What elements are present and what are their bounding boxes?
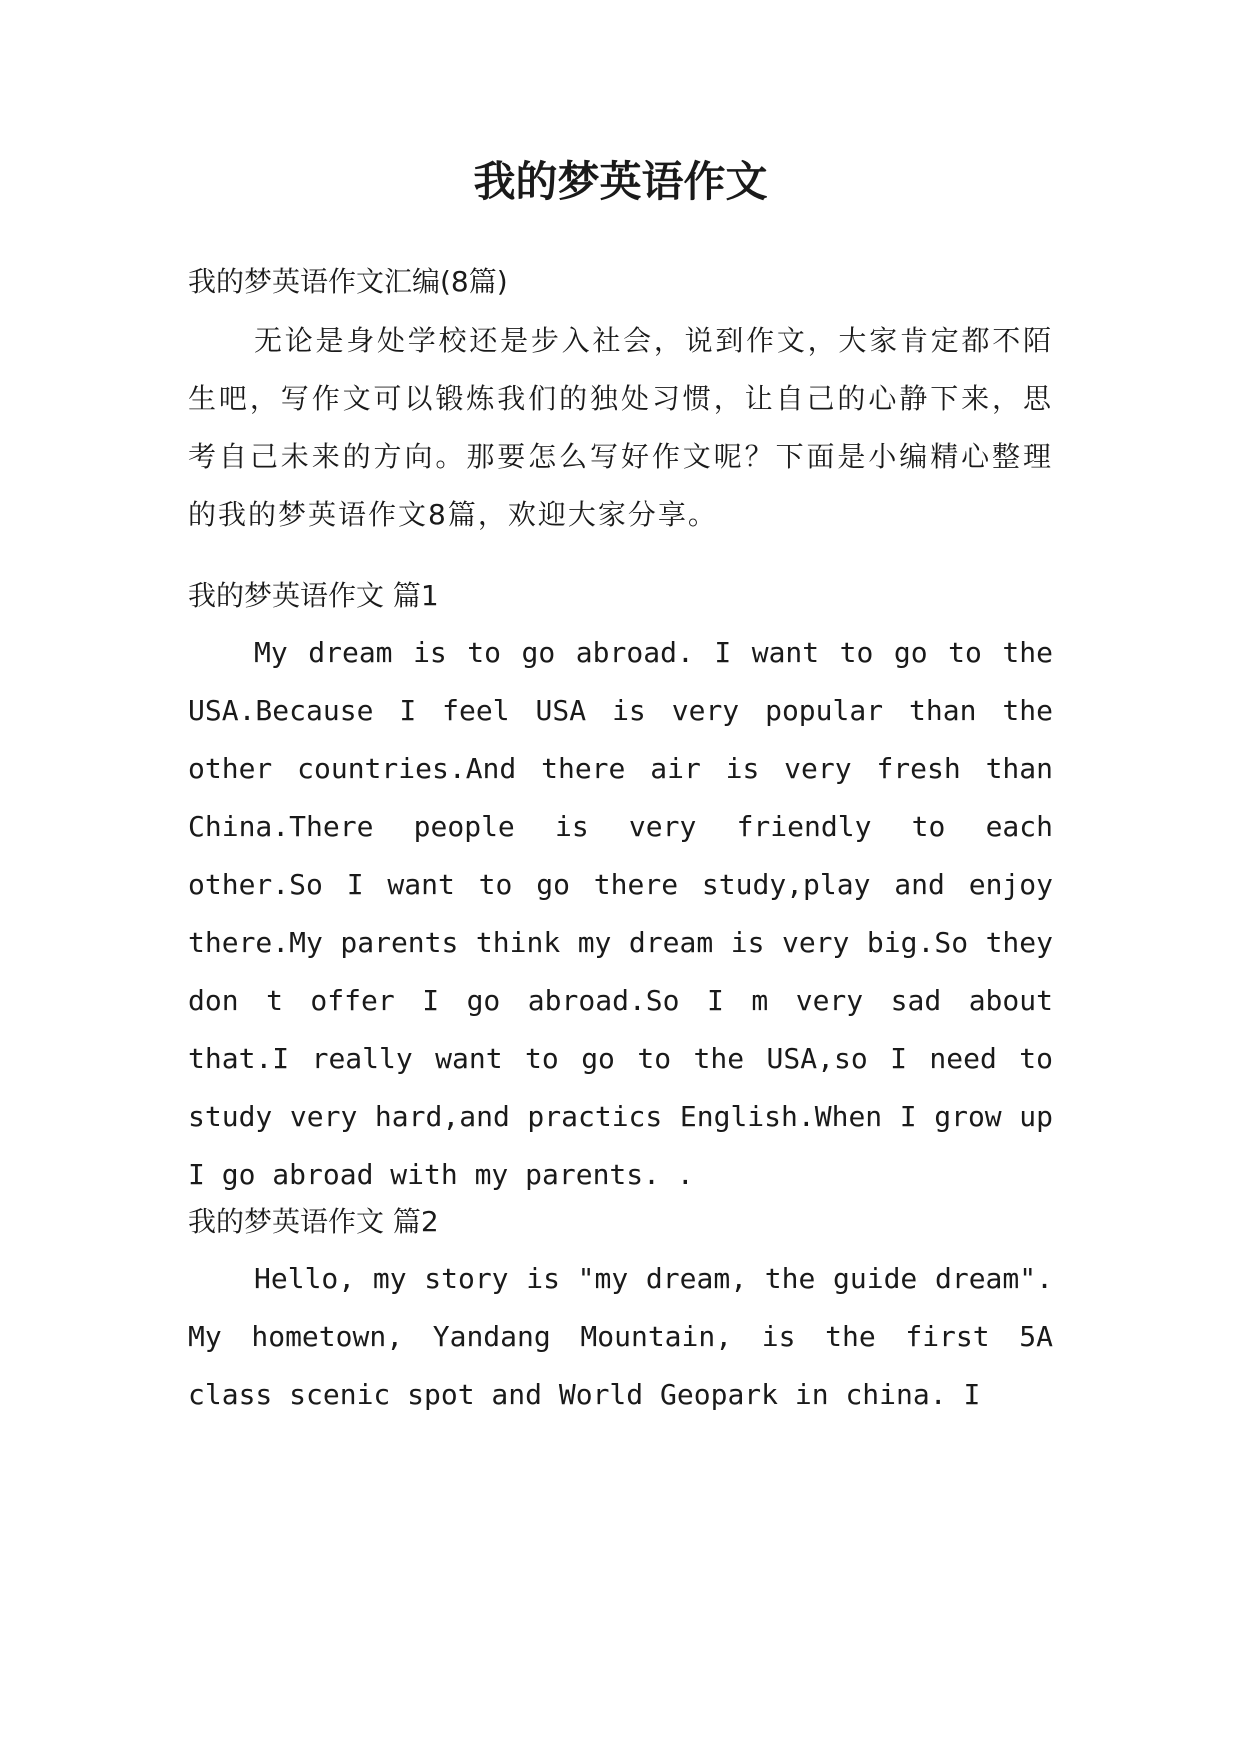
section-body-1: My dream is to go abroad. I want to go to the USA.Because I feel USA is very popular than the other countries.And there air is very fresh than China.There people is very friendly to each other.So I want to go there study,play and enjoy there.My parents think my dream is very big.So they don t offer I go abroad.So I m very sad about that.I really want to go to the USA,so I need to study very hard,and practics English.When I grow up I go abroad with my parents. . (188, 636, 1053, 1191)
document-subtitle: 我的梦英语作文汇编(8篇) (188, 265, 508, 298)
intro-paragraph: 无论是身处学校还是步入社会，说到作文，大家肯定都不陌生吧，写作文可以锻炼我们的独处习惯，让自己的心静下来，思考自己未来的方向。那要怎么写好作文呢？下面是小编精心整理的我的梦英语作文8篇，欢迎大家分享。 (188, 324, 1053, 531)
section-heading-1: 我的梦英语作文 篇1 (188, 579, 439, 612)
document-title: 我的梦英语作文 (473, 157, 768, 206)
section-body-2: Hello, my story is "my dream, the guide dream". My hometown, Yandang Mountain, is the first 5A class scenic spot and World Geopark in china. I (188, 1262, 1053, 1411)
section-heading-2: 我的梦英语作文 篇2 (188, 1205, 439, 1238)
